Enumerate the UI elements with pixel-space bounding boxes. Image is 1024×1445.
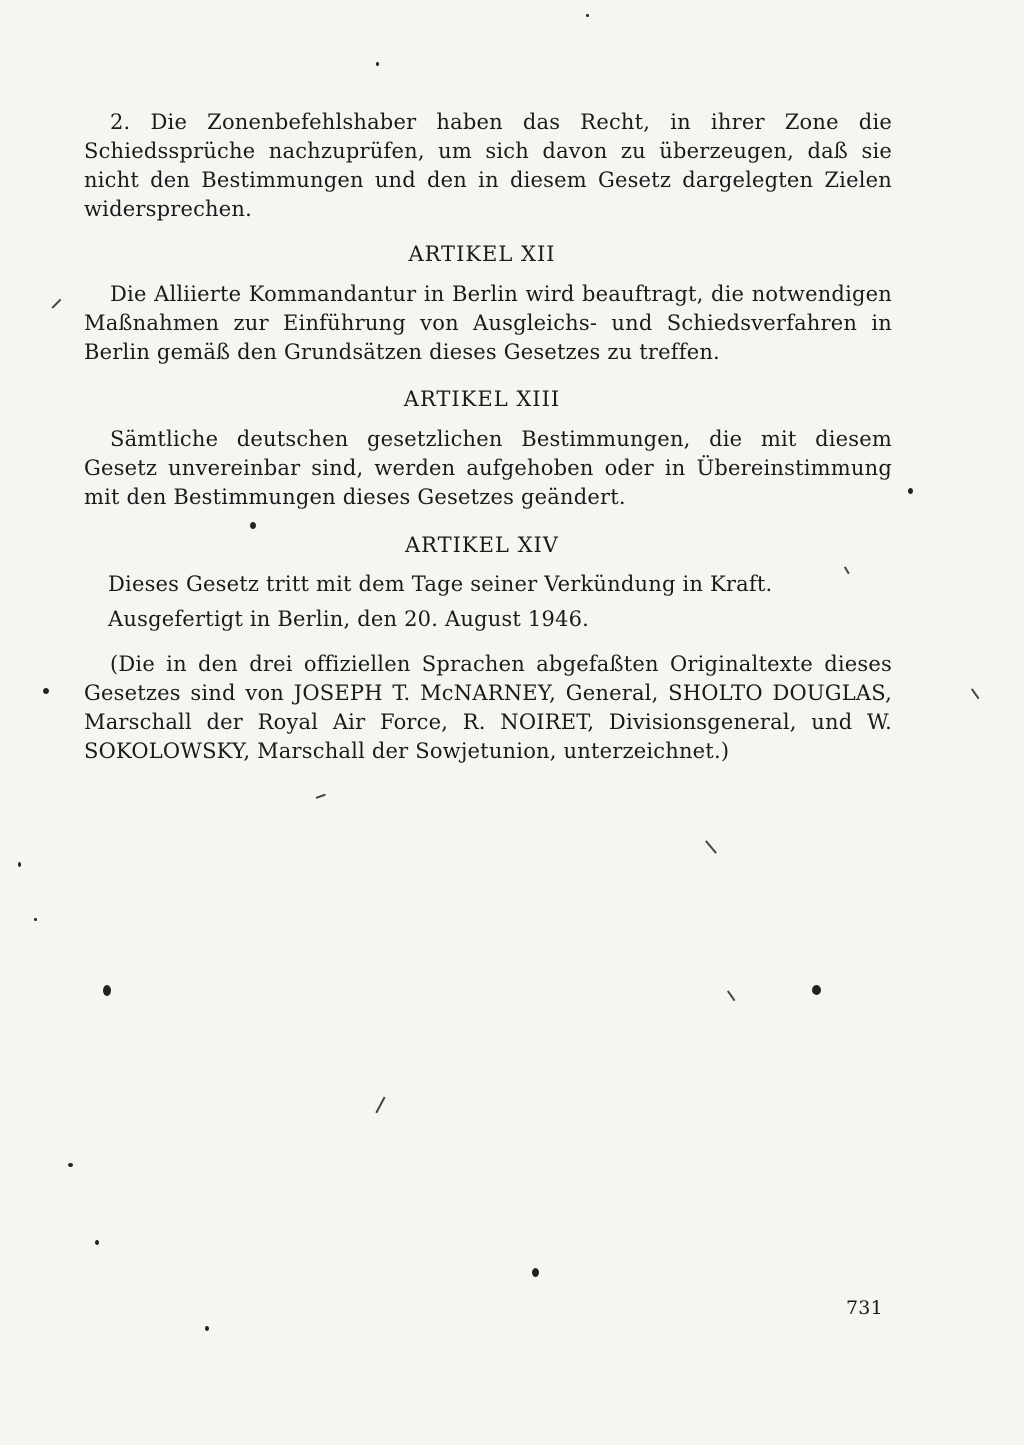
scan-speck (812, 985, 821, 995)
page-number: 731 (846, 1297, 883, 1319)
scan-mark (316, 794, 326, 799)
scan-mark (375, 1097, 385, 1114)
article-xiii-text: Sämtliche deutschen gesetzlichen Bestimmungen, die mit diesem Gesetz unvereinbar sind, werden aufgehoben oder in Übereinstimmung mit den Bestimmungen dieses Gesetzes geändert. (84, 427, 892, 509)
scan-speck (205, 1326, 209, 1331)
article-xi-paragraph-2: 2. Die Zonenbefehlshaber haben das Recht, in ihrer Zone die Schiedssprüche nachzuprüfen, um sich davon zu überzeugen, daß sie nicht den Bestimmungen und den in diesem Gesetz dargelegten Zielen widersprechen. (84, 110, 892, 221)
article-xiv-heading: ARTIKEL XIV (405, 533, 559, 557)
scan-mark (971, 688, 979, 699)
scan-speck (43, 688, 49, 694)
scan-speck (103, 985, 111, 996)
scan-speck (908, 488, 913, 494)
scan-mark (705, 840, 716, 853)
article-xii-heading: ARTIKEL XII (408, 242, 556, 266)
scan-speck (34, 918, 37, 921)
scan-speck (68, 1163, 73, 1167)
article-xiv-text: Dieses Gesetz tritt mit dem Tage seiner Verkündung in Kraft. (108, 572, 773, 596)
scan-speck (532, 1268, 539, 1277)
article-xiii-heading: ARTIKEL XIII (403, 387, 561, 411)
scan-speck (18, 862, 21, 867)
scan-speck (95, 1240, 99, 1245)
article-xii-text: Die Alliierte Kommandantur in Berlin wird beauftragt, die notwendigen Maßnahmen zur Einführung von Ausgleichs- und Schiedsverfahren in Berlin gemäß den Grundsätzen dieses Gesetzes zu treffen. (84, 282, 892, 364)
scan-speck (376, 62, 379, 66)
issued-date-line: Ausgefertigt in Berlin, den 20. August 1946. (108, 607, 590, 631)
scan-mark (727, 990, 735, 1001)
scan-mark (51, 299, 61, 309)
scan-mark (844, 566, 849, 574)
scan-speck (586, 14, 589, 17)
scan-speck (250, 522, 256, 529)
signatories-note: (Die in den drei offiziellen Sprachen abgefaßten Originaltexte dieses Gesetzes sind von JOSEPH T. McNARNEY, General, SHOLTO DOUGLAS, Marschall der Royal Air Force, R. NOIRET, Divisionsgeneral, und W. SOKOLOWSKY, Marschall der Sowjetunion, unterzeichnet.) (84, 652, 892, 763)
